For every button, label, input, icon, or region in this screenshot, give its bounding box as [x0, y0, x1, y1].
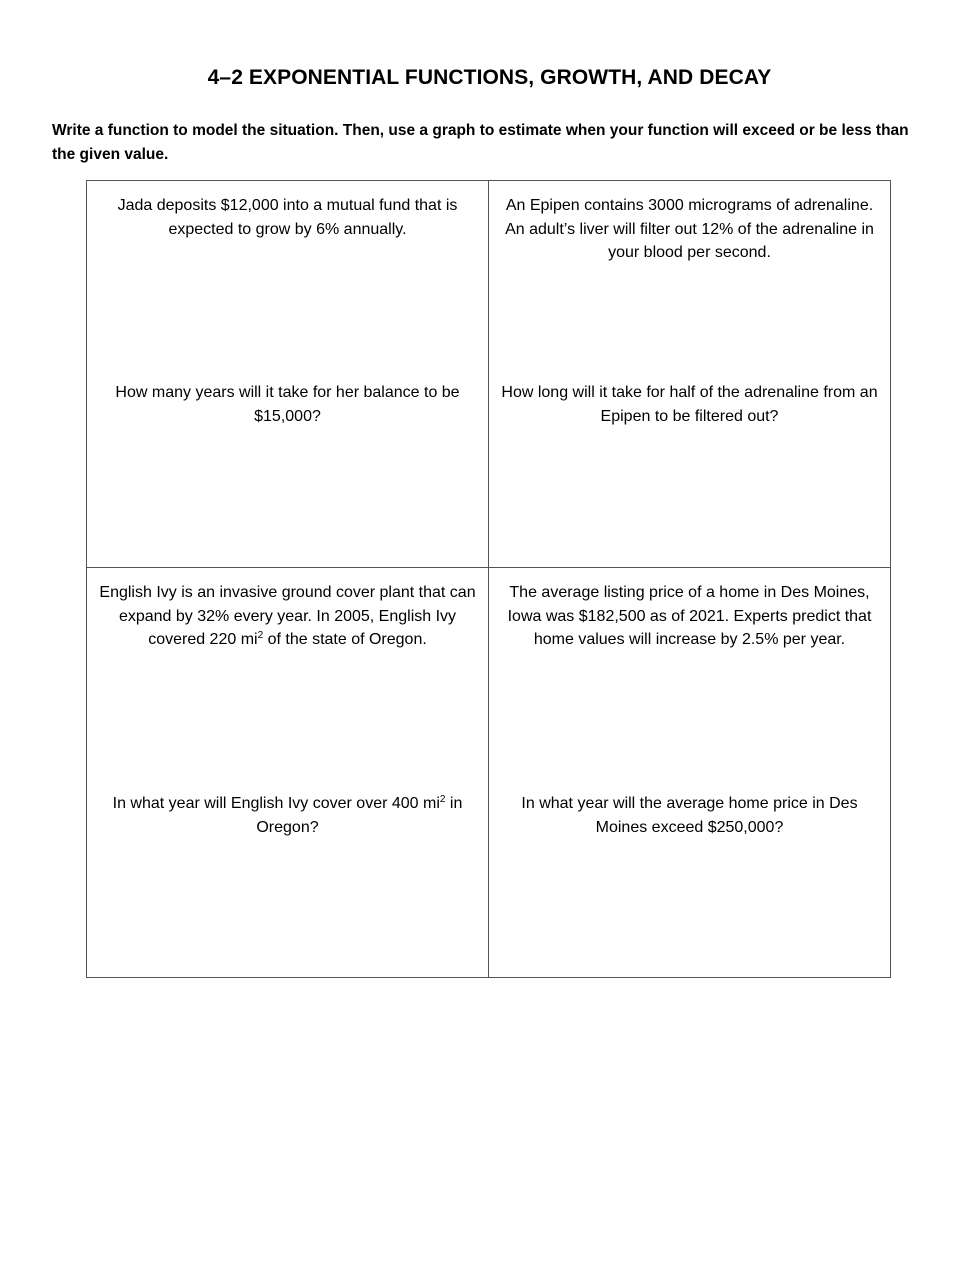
problem-scenario: An Epipen contains 3000 micrograms of adrenaline. An adult’s liver will filter out 12% of the adrenaline in your blood per second. — [505, 197, 874, 261]
scenario-text-end: of the state of Oregon. — [263, 631, 427, 648]
problem-cell-english-ivy — [87, 568, 489, 977]
question-text-start: In what year will English Ivy cover over 400 mi — [112, 795, 440, 812]
problem-scenario: Jada deposits $12,000 into a mutual fund that is expected to grow by 6% annually. — [117, 197, 458, 238]
page-title: 4–2 EXPONENTIAL FUNCTIONS, GROWTH, AND DECAY — [207, 66, 772, 89]
problem-question — [95, 792, 480, 839]
problem-question: How long will it take for half of the adrenaline from an Epipen to be filtered out? — [501, 384, 878, 425]
problem-grid — [86, 180, 891, 978]
problem-scenario: The average listing price of a home in Des Moines, Iowa was $182,500 as of 2021. Experts predict that home values will increase by 2.5% per year. — [507, 584, 872, 648]
question-text-end: in Oregon? — [256, 795, 463, 836]
problem-cell-mutual-fund — [87, 181, 489, 568]
problem-question: How many years will it take for her balance to be $15,000? — [115, 384, 460, 425]
problem-cell-home-price — [489, 568, 890, 977]
instructions: Write a function to model the situation. Then, use a graph to estimate when your function will exceed or be less than the given value. — [52, 122, 909, 163]
problem-cell-epipen — [489, 181, 890, 568]
problem-question: In what year will the average home price in Des Moines exceed $250,000? — [521, 795, 858, 836]
superscript-exponent: 2 — [257, 630, 264, 641]
problem-scenario — [95, 581, 480, 652]
scenario-text-start: English Ivy is an invasive ground cover plant that can expand by 32% every year. In 2005, English Ivy covered 220 mi — [99, 584, 476, 648]
superscript-exponent: 2 — [439, 794, 446, 805]
